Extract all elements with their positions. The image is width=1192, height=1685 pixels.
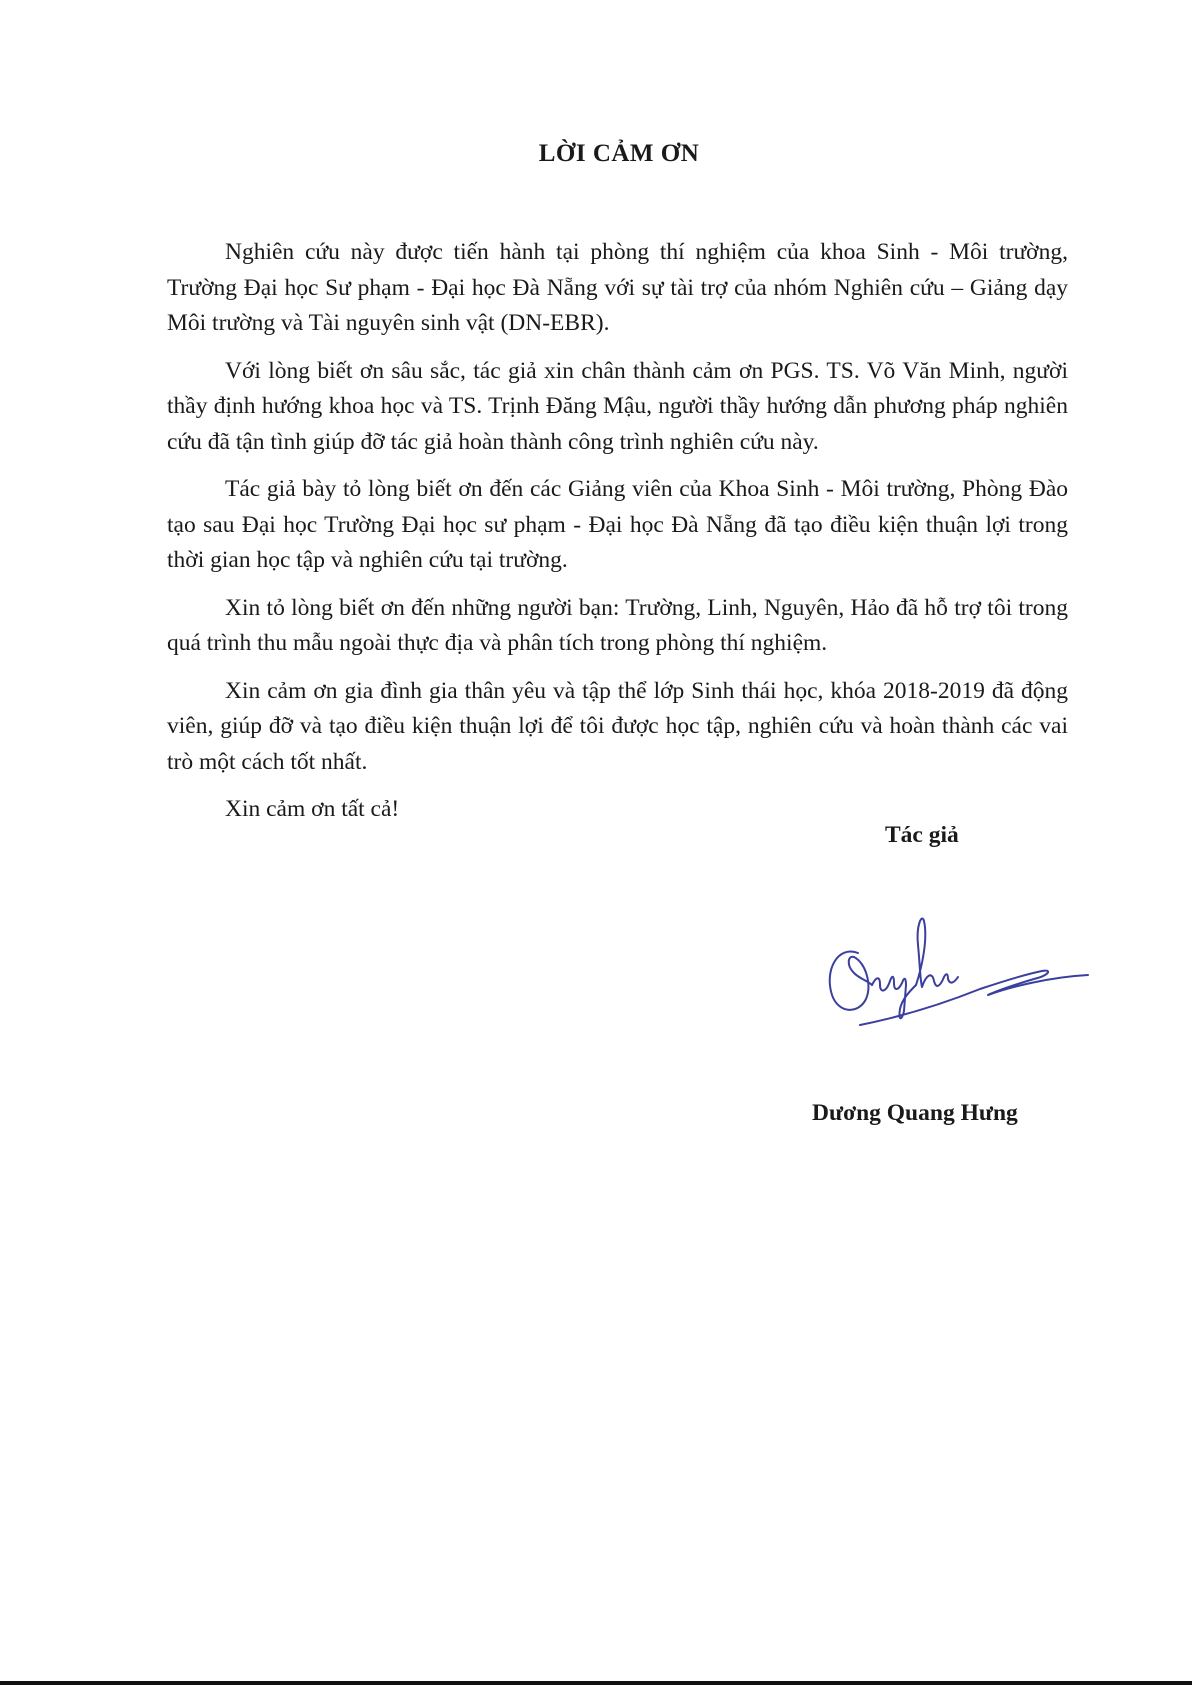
paragraph-5: Xin cảm ơn gia đình gia thân yêu và tập thể lớp Sinh thái học, khóa 2018-2019 đã động viên, giúp đỡ và tạo điều kiện thuận lợi để tôi được học tập, nghiên cứu và hoàn thành các vai trò một cách tốt nhất. xyxy=(167,677,1068,775)
paragraph-6: Xin cảm ơn tất cả! xyxy=(225,796,400,822)
page-title: LỜI CẢM ƠN xyxy=(538,140,700,167)
paragraph-1: Nghiên cứu này được tiến hành tại phòng thí nghiệm của khoa Sinh - Môi trường, Trường Đại học Sư phạm - Đại học Đà Nẵng với sự tài trợ của nhóm Nghiên cứu – Giảng dạy Môi trường và Tài nguyên sinh vật (DN-EBR). xyxy=(167,239,1068,336)
paragraph-4: Xin tỏ lòng biết ơn đến những người bạn: Trường, Linh, Nguyên, Hảo đã hỗ trợ tôi trong quá trình thu mẫu ngoài thực địa và phân tích trong phòng thí nghiệm. xyxy=(167,594,1068,656)
paragraph-2: Với lòng biết ơn sâu sắc, tác giả xin chân thành cảm ơn PGS. TS. Võ Văn Minh, người thầy định hướng khoa học và TS. Trịnh Đăng Mậu, người thầy hướng dẫn phương pháp nghiên cứu đã tận tình giúp đỡ tác giả hoàn thành công trình nghiên cứu này. xyxy=(167,357,1068,455)
page-bottom-border xyxy=(0,1681,1192,1685)
paragraph-3: Tác giả bày tỏ lòng biết ơn đến các Giảng viên của Khoa Sinh - Môi trường, Phòng Đào tạo sau Đại học Trường Đại học sư phạm - Đại học Đà Nẵng đã tạo điều kiện thuận lợi trong thời gian học tập và nghiên cứu tại trường. xyxy=(167,476,1068,573)
handwritten-signature xyxy=(820,915,1090,1035)
acknowledgement-body xyxy=(167,235,1068,840)
signature-name: Dương Quang Hưng xyxy=(812,1100,1018,1126)
signature-role: Tác giả xyxy=(885,822,959,848)
